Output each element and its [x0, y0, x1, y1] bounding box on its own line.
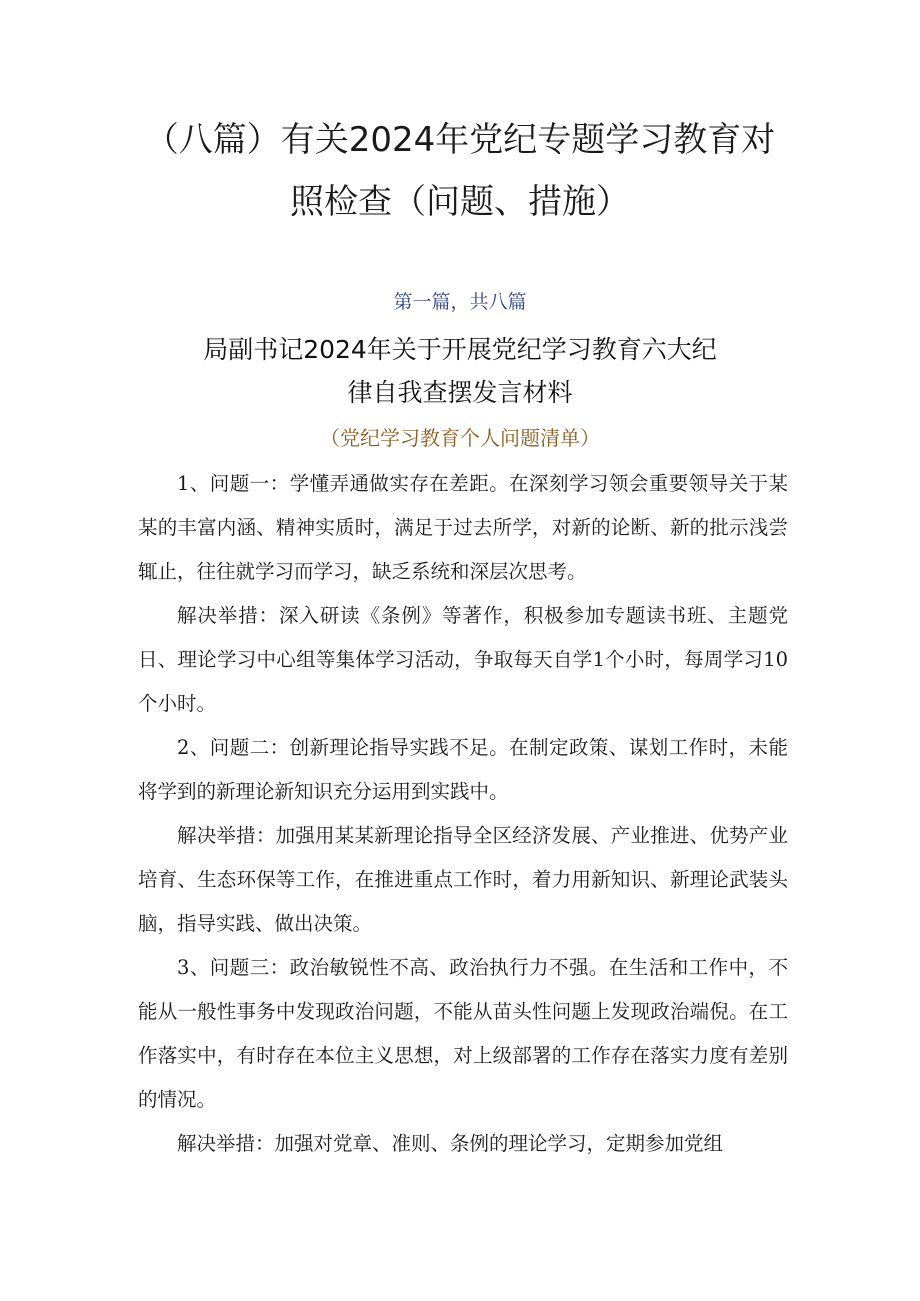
- paragraph-problem-3: 3、问题三：政治敏锐性不高、政治执行力不强。在生活和工作中，不能从一般性事务中发现政治问题，不能从苗头性问题上发现政治端倪。在工作落实中，有时存在本位主义思想，对上级部署的工作存在落实力度有差别的情况。: [138, 956, 788, 1111]
- document-title-line-1: （八篇）有关2024年党纪专题学习教育对: [144, 120, 776, 160]
- article-title-line-2: 律自我查摆发言材料: [347, 378, 573, 407]
- document-title-line-2: 照检查（问题、措施）: [290, 182, 630, 222]
- paragraph-problem-2: 2、问题二：创新理论指导实践不足。在制定政策、谋划工作时，未能将学到的新理论新知识充分运用到实践中。: [138, 736, 788, 803]
- paragraph-measure-3: 解决举措：加强对党章、准则、条例的理论学习，定期参加党组: [177, 1132, 724, 1155]
- article-body: [138, 462, 788, 1166]
- section-label: 第一篇，共八篇: [393, 291, 527, 313]
- article-subtitle-note: （党纪学习教育个人问题清单）: [320, 426, 600, 450]
- paragraph-problem-1: 1、问题一：学懂弄通做实存在差距。在深刻学习领会重要领导关于某某的丰富内涵、精神实质时，满足于过去所学，对新的论断、新的批示浅尝辄止，往往就学习而学习，缺乏系统和深层次思考。: [138, 472, 788, 583]
- paragraph-measure-2: 解决举措：加强用某某新理论指导全区经济发展、产业推进、优势产业培育、生态环保等工作，在推进重点工作时，着力用新知识、新理论武装头脑，指导实践、做出决策。: [138, 824, 788, 935]
- paragraph-measure-1: 解决举措：深入研读《条例》等著作，积极参加专题读书班、主题党日、理论学习中心组等集体学习活动，争取每天自学1个小时，每周学习10个小时。: [138, 604, 788, 715]
- article-title-line-1: 局副书记2024年关于开展党纪学习教育六大纪: [203, 335, 717, 364]
